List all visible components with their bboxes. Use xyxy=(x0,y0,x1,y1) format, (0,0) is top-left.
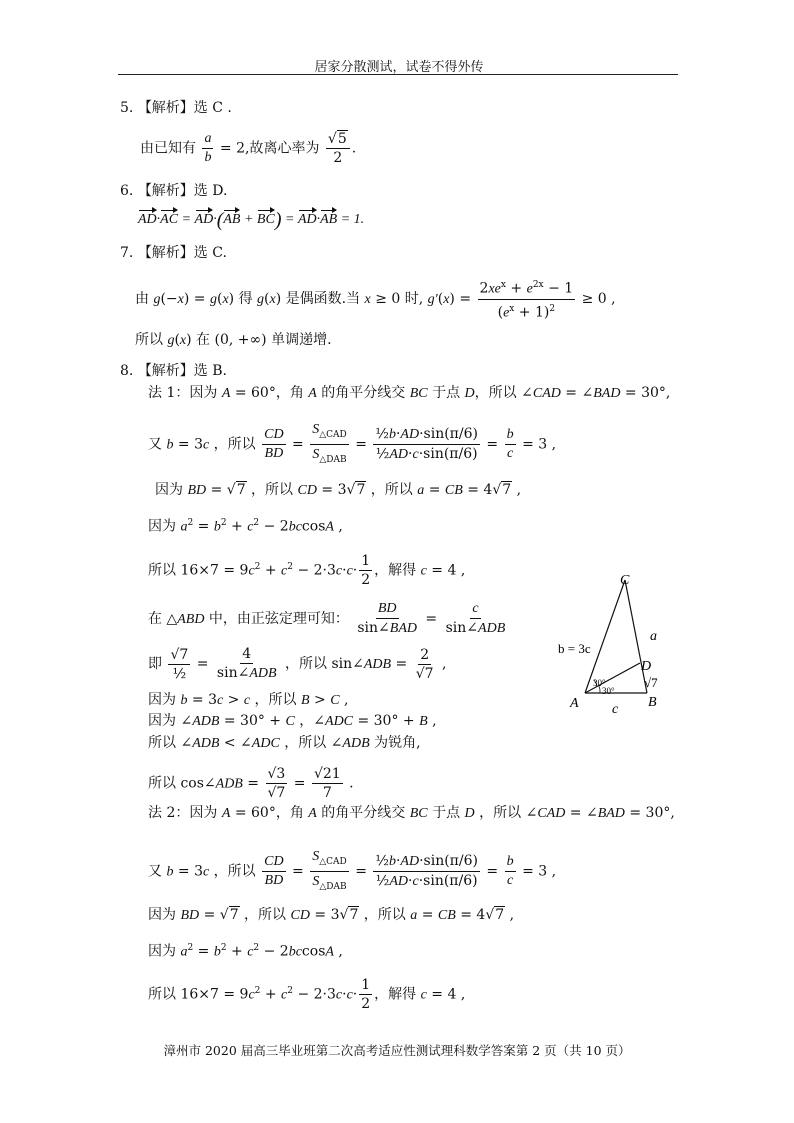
q6-formula: AD·AC = AD·(AB + BC) = AD·AB = 1. xyxy=(138,209,365,231)
label-b-vertex: B xyxy=(648,695,657,710)
q5-tag: 【解析】选 C . xyxy=(137,100,232,116)
page-footer: 漳州市 2020 届高三毕业班第二次高考适应性测试理科数学答案第 2 页（共 10 页） xyxy=(163,1043,631,1058)
label-angle-30-lower: 30° xyxy=(602,686,615,696)
header-rule xyxy=(118,74,678,75)
q8-m1-line4: 因为 $a^2 = b^2 + c^2 - 2bccosA$ , xyxy=(148,518,343,535)
q7-heading: 7. 【解析】选 C. xyxy=(120,245,227,261)
q7-derivative-fraction: $\frac{2xe^x + e^{2x} - 1}{(e^x + 1)^2}$ xyxy=(478,276,576,322)
q8-m1-line1: 法 1：因为 A = 60°，角 A 的角平分线交 BC 于点 D，所以 ∠CAD = ∠BAD = 30°, xyxy=(148,385,671,401)
q5-number: 5. xyxy=(120,100,134,116)
page-header: 居家分散测试，试卷不得外传 xyxy=(314,60,484,75)
label-bd-sqrt: √7 xyxy=(644,675,658,690)
triangle-diagram xyxy=(550,568,680,718)
q7-body-1: 由 g(−x) = g(x) 得 g(x) 是偶函数.当 x ≥ 0 时, g′(x) = $\frac{2xe^x + e^{2x} - 1}{(e^x + 1)^2}$ ≥ 0 , xyxy=(135,276,616,322)
label-side-a: a xyxy=(650,629,657,644)
q8-m1-line9: 因为 ∠ADB = 30° + C ，∠ADC = 30° + B , xyxy=(148,713,437,729)
q8-m1-line7: 即 $\frac{√7}{\text{½}}$ = $\frac{4}{\text{sin∠ADB}}$ ，所以 sin∠ADB = $\frac{2}{√7}$ , xyxy=(148,646,447,682)
q8-m2-line5: 所以 $16\times 7 = 9c^2 + c^2 - 2\cdot 3c\cdot c\cdot$ $\frac{1}{2}$ ，解得 c = 4 , xyxy=(148,977,466,1012)
q5-text-a: 由已知有 xyxy=(140,140,196,157)
q8-heading: 8. 【解析】选 B. xyxy=(120,363,228,379)
q6-heading: 6. 【解析】选 D. xyxy=(120,183,228,199)
q5-text-b: ,故离心率为 xyxy=(245,140,320,157)
q5-eq: = 2 xyxy=(219,140,245,157)
side-ac xyxy=(585,580,625,693)
q8-m1-line8: 因为 b = 3c > c ，所以 B > C , xyxy=(148,692,349,708)
q8-m1-line11: 所以 cos∠ADB = $\frac{√3}{√7}$ = $\frac{√21}{7}$ . xyxy=(148,766,354,801)
label-angle-30-upper: 30° xyxy=(593,678,606,688)
q5-body: 由已知有 $\frac{a}{b}$ = 2,故离心率为 $\frac{√5}{2}$ . xyxy=(140,131,357,166)
q8-m2-line2: 又 b = 3c ，所以 $\frac{CD}{BD}$ = $\frac{S_{\triangle CAD}}{S_{\triangle DAB}}$ = $\frac{\text{½b·AD·sin(π/6)}}{\text{½AD·c·sin(π/6)}}$ = $\frac{b}{c}$ = 3 , xyxy=(148,849,557,892)
q5-heading xyxy=(120,98,232,118)
q8-m1-line6: 在 △ABD 中，由正弦定理可知： $\frac{BD}{\text{sin∠BAD}}$ = $\frac{c}{\text{sin∠ADB}}$ xyxy=(148,601,506,636)
q8-m2-line3: 因为 BD = √7 ，所以 CD = 3√7 ，所以 a = CB = 4√7 , xyxy=(148,907,515,923)
q5-fraction-ab: $\frac{a}{b}$ xyxy=(204,131,212,165)
q8-m2-line1: 法 2：因为 A = 60°，角 A 的角平分线交 BC 于点 D ，所以 ∠CAD = ∠BAD = 30°, xyxy=(148,805,675,821)
q8-m1-line3: 因为 BD = √7 ，所以 CD = 3√7 ，所以 a = CB = 4√7 , xyxy=(155,482,522,498)
q8-m1-line2: 又 b = 3c ，所以 $\frac{CD}{BD}$ = $\frac{S_{\triangle CAD}}{S_{\triangle DAB}}$ = $\frac{\text{½b·AD·sin(π/6)}}{\text{½AD·c·sin(π/6)}}$ = $\frac{b}{c}$ = 3 , xyxy=(148,422,557,465)
q5-fraction-e: $\frac{√5}{2}$ xyxy=(326,130,350,167)
label-d-point: D xyxy=(641,659,652,674)
q8-m2-line4: 因为 $a^2 = b^2 + c^2 - 2bccosA$ , xyxy=(148,943,343,960)
q8-m1-line5: 所以 $16\times 7 = 9c^2 + c^2 - 2\cdot 3c\cdot c\cdot$ $\frac{1}{2}$ ，解得 c = 4 , xyxy=(148,553,466,588)
label-side-b: b = 3c xyxy=(558,641,591,656)
q7-body-2: 所以 g(x) 在 (0, +∞) 单调递增. xyxy=(135,332,332,348)
label-side-c: c xyxy=(612,702,619,717)
label-a-vertex: A xyxy=(570,696,579,711)
q8-m1-line10: 所以 ∠ADB < ∠ADC ，所以 ∠ADB 为锐角, xyxy=(148,735,421,751)
label-c-vertex: C xyxy=(620,573,630,588)
